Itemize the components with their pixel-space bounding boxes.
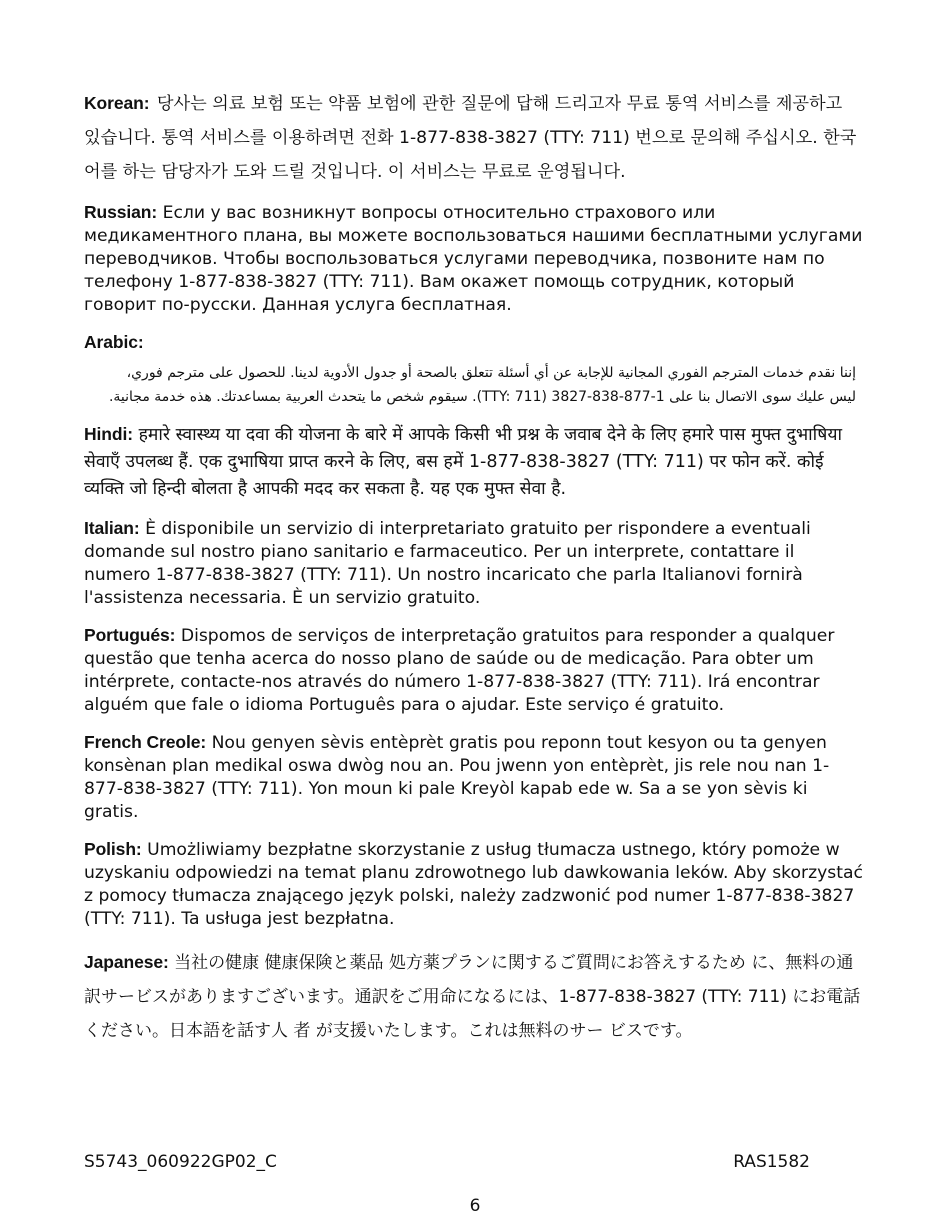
russian-label: Russian:: [84, 202, 158, 222]
portuguese-section: [84, 624, 864, 717]
italian-text: È disponibile un servizio di interpretariato gratuito per rispondere a eventuali domande sul nostro piano sanitario e farmaceutico. Per un interprete, contattare il numero 1-877-838-3827 (TTY: 711). Un nostro incaricato che parla Italianovi fornirà l'assistenza necessaria. È un servizio gratuito.: [84, 519, 811, 608]
japanese-section: [84, 945, 864, 1048]
notice-body: [84, 86, 864, 1058]
page-footer: [84, 1152, 810, 1172]
hindi-text: हमारे स्वास्थ्य या दवा की योजना के बारे में आपके किसी भी प्रश्न के जवाब देने के लिए हमारे पास मुफ्त दुभाषिया सेवाएँ उपलब्ध हैं. एक दुभाषिया प्राप्त करने के लिए, बस हमें 1-877-838-3827 (TTY: 711) पर फोन करें. कोई व्यक्ति जो हिन्दी बोलता है आपकी मदद कर सकता है. यह एक मुफ्त सेवा है.: [84, 425, 843, 499]
korean-label: Korean:: [84, 93, 150, 113]
japanese-text: 当社の健康 健康保険と薬品 処方薬プランに関するご質問にお答えするため に、無料の通訳サービスがありますございます。通訳をご用命になるには、1-877-838-3827 (TTY: 711) にお電話ください。日本語を話す人 者 が支援いたします。これは無料のサー ビスです。: [84, 953, 861, 1041]
arabic-label: Arabic:: [84, 332, 144, 352]
page-number: 6: [469, 1196, 481, 1216]
french-creole-label: French Creole:: [84, 732, 207, 752]
portuguese-label: Portugués:: [84, 625, 176, 645]
document-code: S5743_060922GP02_C: [84, 1152, 277, 1172]
korean-text: 당사는 의료 보험 또는 약품 보험에 관한 질문에 답해 드리고자 무료 통역 서비스를 제공하고 있습니다. 통역 서비스를 이용하려면 전화 1-877-838-3827 (TTY: 711) 번으로 문의해 주십시오. 한국어를 하는 담당자가 도와 드릴 것입니다. 이 서비스는 무료로 운영됩니다.: [84, 94, 857, 182]
polish-label: Polish:: [84, 839, 142, 859]
hindi-label: Hindi:: [84, 424, 133, 444]
russian-text: Если у вас возникнут вопросы относительно страхового или медикаментного плана, вы можете воспользоваться нашими бесплатными услугами переводчиков. Чтобы воспользоваться услугами переводчика, позвоните нам по телефону 1-877-838-3827 (TTY: 711). Вам окажет помощь сотрудник, который говорит по-русски. Данная услуга бесплатная.: [84, 203, 863, 315]
polish-section: [84, 838, 864, 931]
french-creole-section: [84, 731, 864, 824]
russian-section: [84, 201, 864, 317]
french-creole-text: Nou genyen sèvis entèprèt gratis pou reponn tout kesyon ou ta genyen konsènan plan medikal oswa dwòg nou an. Pou jwenn yon entèprèt, jis rele nou nan 1-877-838-3827 (TTY: 711). Yon moun ki pale Kreyòl kapab ede w. Sa a se yon sèvis ki gratis.: [84, 733, 830, 822]
italian-label: Italian:: [84, 518, 140, 538]
polish-text: Umożliwiamy bezpłatne skorzystanie z usług tłumacza ustnego, który pomoże w uzyskaniu odpowiedzi na temat planu zdrowotnego lub dawkowania leków. Aby skorzystać z pomocy tłumacza znającego język polski, należy zadzwonić pod numer 1-877-838-3827 (TTY: 711). Ta usługa jest bezpłatna.: [84, 840, 863, 929]
japanese-label: Japanese:: [84, 952, 169, 972]
arabic-section-heading: [84, 331, 864, 355]
korean-section: [84, 86, 864, 189]
hindi-section: [84, 421, 864, 503]
portuguese-text: Dispomos de serviços de interpretação gratuitos para responder a qualquer questão que tenha acerca do nosso plano de saúde ou de medicação. Para obter um intérprete, contacte-nos através do número 1-877-838-3827 (TTY: 711). Irá encontrar alguém que fale o idioma Português para o ajudar. Este serviço é gratuito.: [84, 626, 835, 715]
arabic-text: إننا نقدم خدمات المترجم الفوري المجانية للإجابة عن أي أسئلة تتعلق بالصحة أو جدول الأدوية لدينا. للحصول على مترجم فوري، ليس عليك سوى الاتصال بنا على 1-877-838-3827 (TTY: 711). سيقوم شخص ما يتحدث العربية بمساعدتك. هذه خدمة مجانية.: [108, 365, 856, 405]
italian-section: [84, 517, 864, 610]
reference-code: RAS1582: [733, 1152, 810, 1172]
